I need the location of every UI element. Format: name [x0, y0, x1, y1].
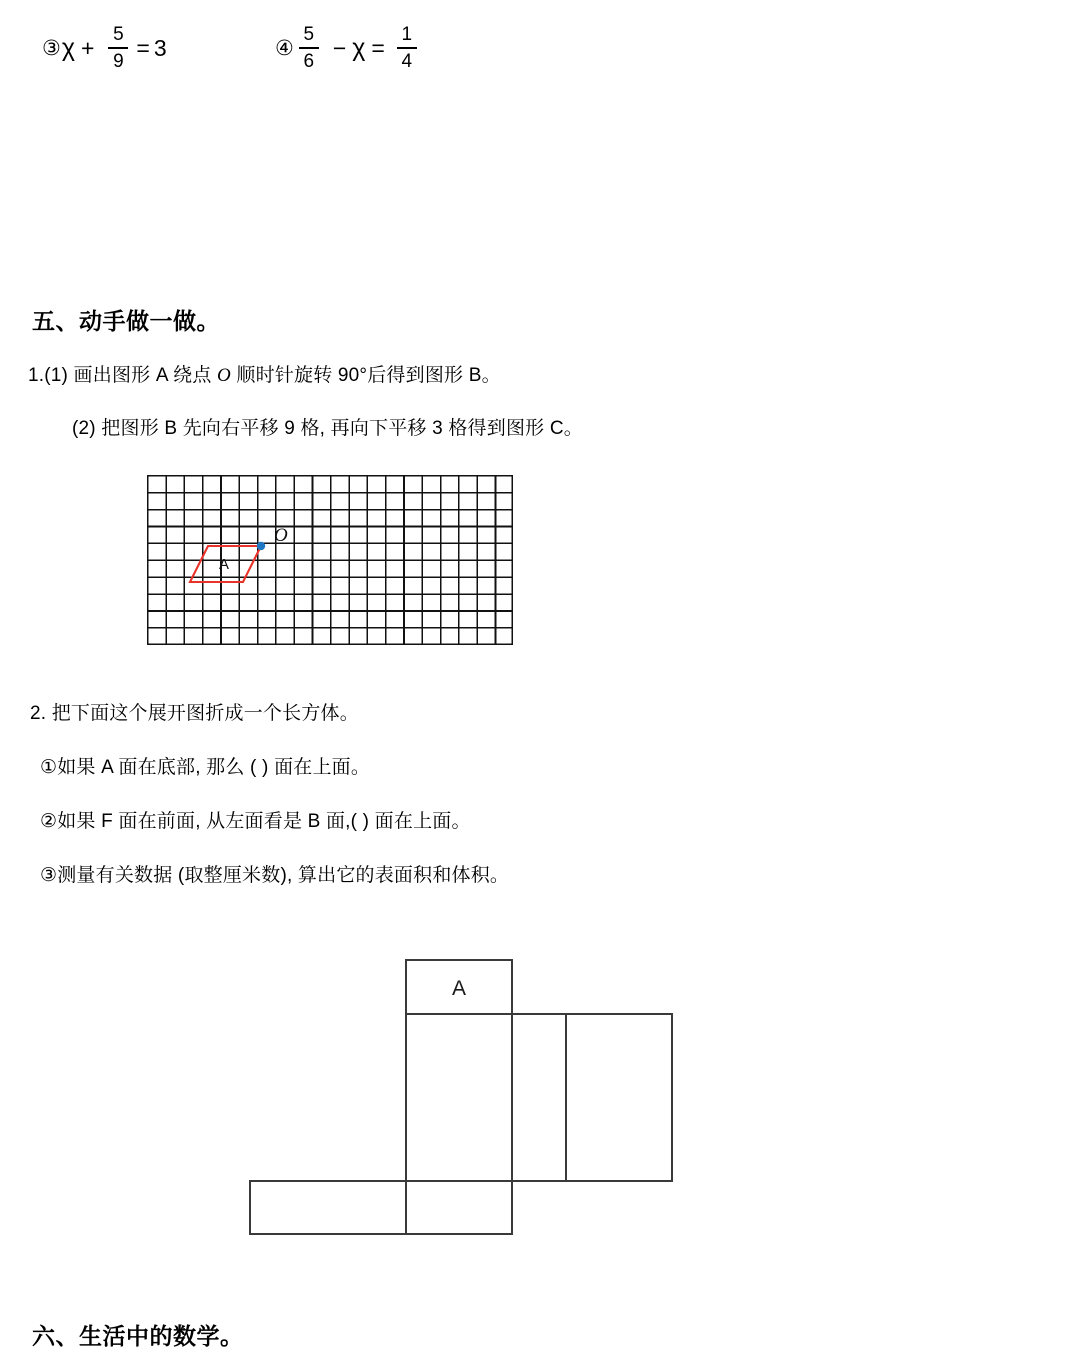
question-2-line-2: ②如果 F 面在前面, 从左面看是 B 面,( ) 面在上面。	[40, 811, 471, 832]
rotation-point-o-dot	[257, 542, 265, 550]
equation-row	[0, 8, 1080, 88]
equation-4-fraction-left	[299, 24, 319, 72]
equation-4-marker: ④	[275, 36, 294, 60]
section-six-heading: 六、生活中的数学。	[32, 1323, 244, 1349]
question-2-line-0: 2. 把下面这个展开图折成一个长方体。	[30, 703, 359, 724]
fraction-bar-icon	[397, 47, 417, 49]
question-2-line-1: ①如果 A 面在底部, 那么 ( ) 面在上面。	[40, 757, 371, 778]
equation-4-equals: =	[371, 34, 385, 61]
equation-4-fraction-right	[397, 24, 417, 72]
point-o-label: O	[217, 365, 231, 386]
net-face-a-label: A	[451, 977, 467, 1000]
equation-3-equals: =	[136, 34, 150, 61]
rotation-grid-figure	[147, 475, 513, 645]
net-face-right-wide	[566, 1014, 672, 1181]
net-faces	[250, 960, 672, 1234]
net-face-middle-tall	[406, 1014, 512, 1181]
rotation-point-o-label: O	[274, 525, 288, 546]
equation-3-marker: ③	[42, 36, 61, 60]
equation-4-variable: χ	[352, 33, 366, 62]
question-2-line-3: ③测量有关数据 (取整厘米数), 算出它的表面积和体积。	[40, 865, 510, 886]
equation-3-fraction-denominator: 9	[113, 50, 124, 72]
fraction-bar-icon	[299, 47, 319, 49]
equation-4-fraction-right-denominator: 4	[401, 50, 413, 72]
shape-a-label: A	[219, 556, 230, 573]
net-face-bottom-mid	[406, 1181, 512, 1234]
fraction-bar-icon	[108, 47, 128, 49]
question-1-line-1: 1.(1) 画出图形 A 绕点 O 顺时针旋转 90°后得到图形 B。	[28, 365, 501, 386]
equation-3-variable: χ	[61, 33, 75, 62]
equation-4	[275, 24, 425, 72]
question-1-line-2: (2) 把图形 B 先向右平移 9 格, 再向下平移 3 格得到图形 C。	[72, 418, 583, 439]
equation-4-fraction-left-numerator: 5	[303, 24, 315, 45]
equation-3-result: 3	[153, 34, 167, 61]
equation-3	[42, 24, 167, 72]
section-five-heading: 五、动手做一做。	[32, 308, 220, 334]
net-face-bottom-left	[250, 1181, 406, 1234]
net-face-right-narrow	[512, 1014, 566, 1181]
equation-4-fraction-right-numerator: 1	[401, 24, 413, 45]
equation-4-fraction-left-denominator: 6	[303, 50, 315, 72]
equation-3-fraction-numerator: 5	[113, 24, 124, 45]
cuboid-net-figure	[240, 950, 690, 1250]
equation-3-operator: +	[80, 34, 95, 61]
equation-3-fraction	[108, 24, 128, 72]
equation-4-operator: −	[332, 34, 347, 61]
